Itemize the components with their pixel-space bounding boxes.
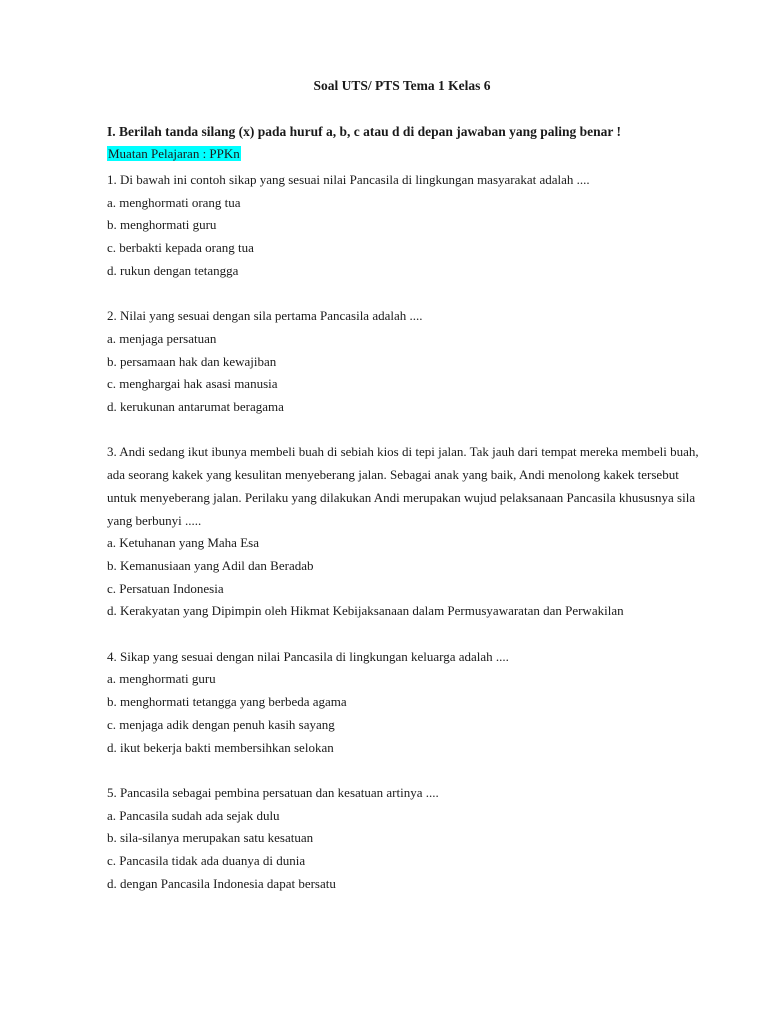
option-b: b. menghormati guru bbox=[107, 217, 217, 233]
question-list bbox=[107, 169, 707, 918]
question-3 bbox=[107, 441, 707, 623]
section-instruction: I. Berilah tanda silang (x) pada huruf a, b, c atau d di depan jawaban yang paling benar ! bbox=[107, 124, 621, 139]
option-a: a. Ketuhanan yang Maha Esa bbox=[107, 535, 259, 551]
option-d: d. dengan Pancasila Indonesia dapat bersatu bbox=[107, 875, 336, 891]
option-c: c. Pancasila tidak ada duanya di dunia bbox=[107, 853, 306, 869]
option-c: c. menjaga adik dengan penuh kasih sayang bbox=[107, 716, 335, 732]
option-d: d. ikut bekerja bakti membersihkan selokan bbox=[107, 739, 334, 755]
option-c: c. menghargai hak asasi manusia bbox=[107, 376, 278, 392]
option-a: a. Pancasila sudah ada sejak dulu bbox=[107, 807, 280, 823]
option-b: b. persamaan hak dan kewajiban bbox=[107, 353, 277, 369]
option-a: a. menghormati orang tua bbox=[107, 194, 241, 210]
option-d: d. kerukunan antarumat beragama bbox=[107, 399, 284, 415]
question-2 bbox=[107, 305, 707, 419]
subject-label bbox=[107, 146, 241, 162]
question-text: 2. Nilai yang sesuai dengan sila pertama Pancasila adalah .... bbox=[107, 308, 423, 324]
question-text: 4. Sikap yang sesuai dengan nilai Pancasila di lingkungan keluarga adalah .... bbox=[107, 648, 509, 664]
question-4 bbox=[107, 646, 707, 760]
question-5 bbox=[107, 782, 707, 896]
option-d: d. rukun dengan tetangga bbox=[107, 262, 239, 278]
option-b: b. Kemanusiaan yang Adil dan Beradab bbox=[107, 557, 314, 573]
question-text: 5. Pancasila sebagai pembina persatuan dan kesatuan artinya .... bbox=[107, 784, 439, 800]
question-text: 3. Andi sedang ikut ibunya membeli buah di sebiah kios di tepi jalan. Tak jauh dari tempat mereka membeli buah, ada seorang kakek yang kesulitan menyeberang jalan. Sebagai anak yang baik, Andi menolong kakek tersebut untuk menyeberang jalan. Perilaku yang dilakukan Andi merupakan wujud pelaksanaan Pancasila khususnya sila yang berbunyi ..... bbox=[107, 444, 699, 528]
option-d: d. Kerakyatan yang Dipimpin oleh Hikmat Kebijaksanaan dalam Permusyawaratan dan Perwakilan bbox=[107, 603, 624, 619]
subject-highlight: Muatan Pelajaran : PPKn bbox=[108, 146, 240, 161]
question-1 bbox=[107, 169, 707, 283]
option-a: a. menghormati guru bbox=[107, 671, 216, 687]
option-c: c. berbakti kepada orang tua bbox=[107, 240, 254, 256]
option-a: a. menjaga persatuan bbox=[107, 330, 217, 346]
option-c: c. Persatuan Indonesia bbox=[107, 580, 224, 596]
option-b: b. sila-silanya merupakan satu kesatuan bbox=[107, 830, 314, 846]
question-text: 1. Di bawah ini contoh sikap yang sesuai nilai Pancasila di lingkungan masyarakat adalah .... bbox=[107, 172, 590, 187]
option-b: b. menghormati tetangga yang berbeda agama bbox=[107, 694, 347, 710]
document-title: Soal UTS/ PTS Tema 1 Kelas 6 bbox=[313, 78, 491, 93]
